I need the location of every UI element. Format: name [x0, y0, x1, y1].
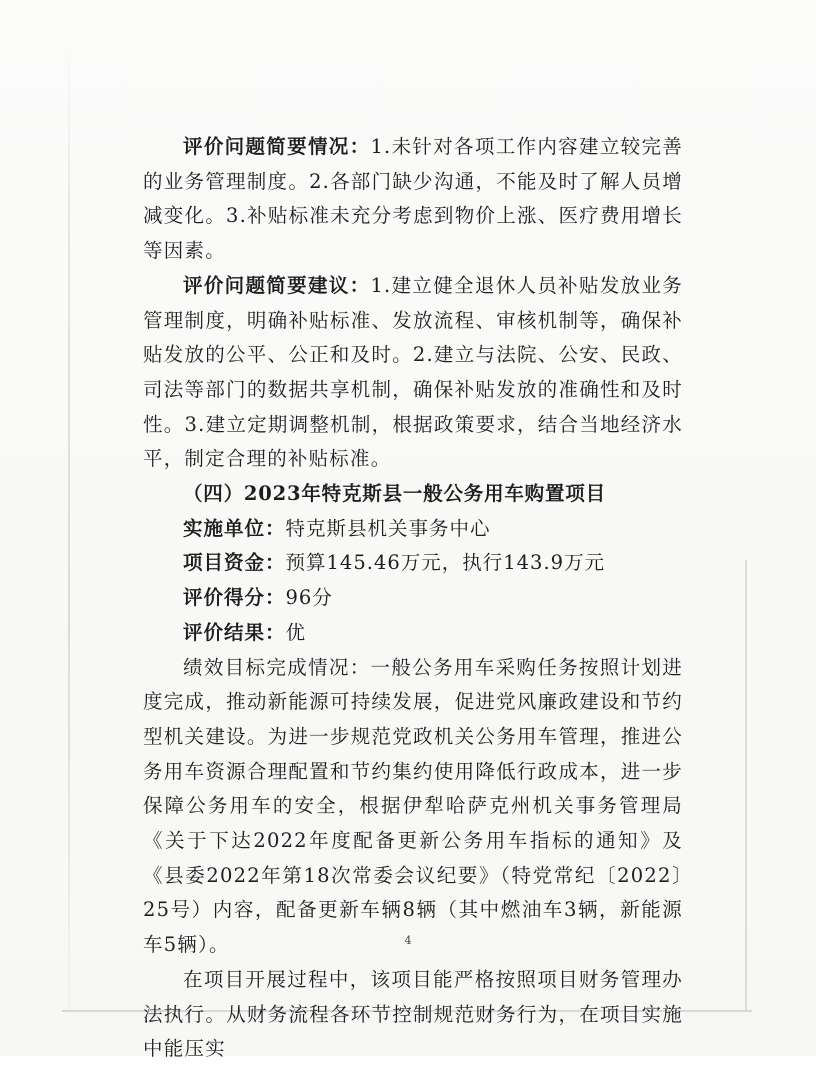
problem-summary-label: 评价问题简要情况：: [183, 135, 371, 158]
result-value: 优: [285, 620, 307, 644]
problem-summary-paragraph: [143, 130, 683, 269]
process-paragraph: 在项目开展过程中，该项目能严格按照项目财务管理办法执行。从财务流程各环节控制规范财务行为，在项目实施中能压实: [143, 967, 683, 1061]
result-label: 评价结果：: [183, 620, 286, 644]
section-title: （四）2023年特克斯县一般公务用车购置项目: [183, 482, 606, 506]
suggestion-summary-paragraph: [143, 269, 683, 477]
implementing-unit-value: 特克斯县机关事务中心: [285, 516, 491, 540]
result-line: [143, 616, 683, 651]
suggestion-summary-label: 评价问题简要建议：: [183, 273, 371, 297]
project-funds-label: 项目资金：: [183, 551, 286, 575]
page-number: 4: [404, 934, 412, 947]
score-value: 96分: [285, 586, 333, 610]
scan-edge-left: [68, 40, 70, 1010]
suggestion-summary-text: 1.建立健全退休人员补贴发放业务管理制度，明确补贴标准、发放流程、审核机制等，确保补贴发放的公平、公正和及时。2.建立与法院、公安、民政、司法等部门的数据共享机制，确保补贴发放的准确性和及时性。3.建立定期调整机制，根据政策要求，结合当地经济水平，制定合理的补贴标准。: [143, 273, 683, 471]
score-line: [143, 581, 683, 616]
project-funds-line: [143, 546, 683, 581]
score-label: 评价得分：: [183, 586, 286, 610]
document-body: [143, 130, 683, 1067]
project-funds-value: 预算145.46万元，执行143.9万元: [285, 551, 606, 575]
implementing-unit-line: [143, 512, 683, 547]
problem-summary-text: 1.未针对各项工作内容建立较完善的业务管理制度。2.各部门缺少沟通，不能及时了解人员增减变化。3.补贴标准未充分考虑到物价上涨、医疗费用增长等因素。: [143, 135, 683, 263]
performance-paragraph: 绩效目标完成情况：一般公务用车采购任务按照计划进度完成，推动新能源可持续发展，促进党风廉政建设和节约型机关建设。为进一步规范党政机关公务用车管理，推进公务用车资源合理配置和节约集约使用降低行政成本，进一步保障公务用车的安全，根据伊犁哈萨克州机关事务管理局《关于下达2022年度配备更新公务用车指标的通知》及《县委2022年第18次常委会议纪要》（特党常纪〔2022〕25号）内容，配备更新车辆8辆（其中燃油车3辆，新能源车5辆）。: [143, 655, 683, 957]
implementing-unit-label: 实施单位：: [183, 516, 286, 540]
